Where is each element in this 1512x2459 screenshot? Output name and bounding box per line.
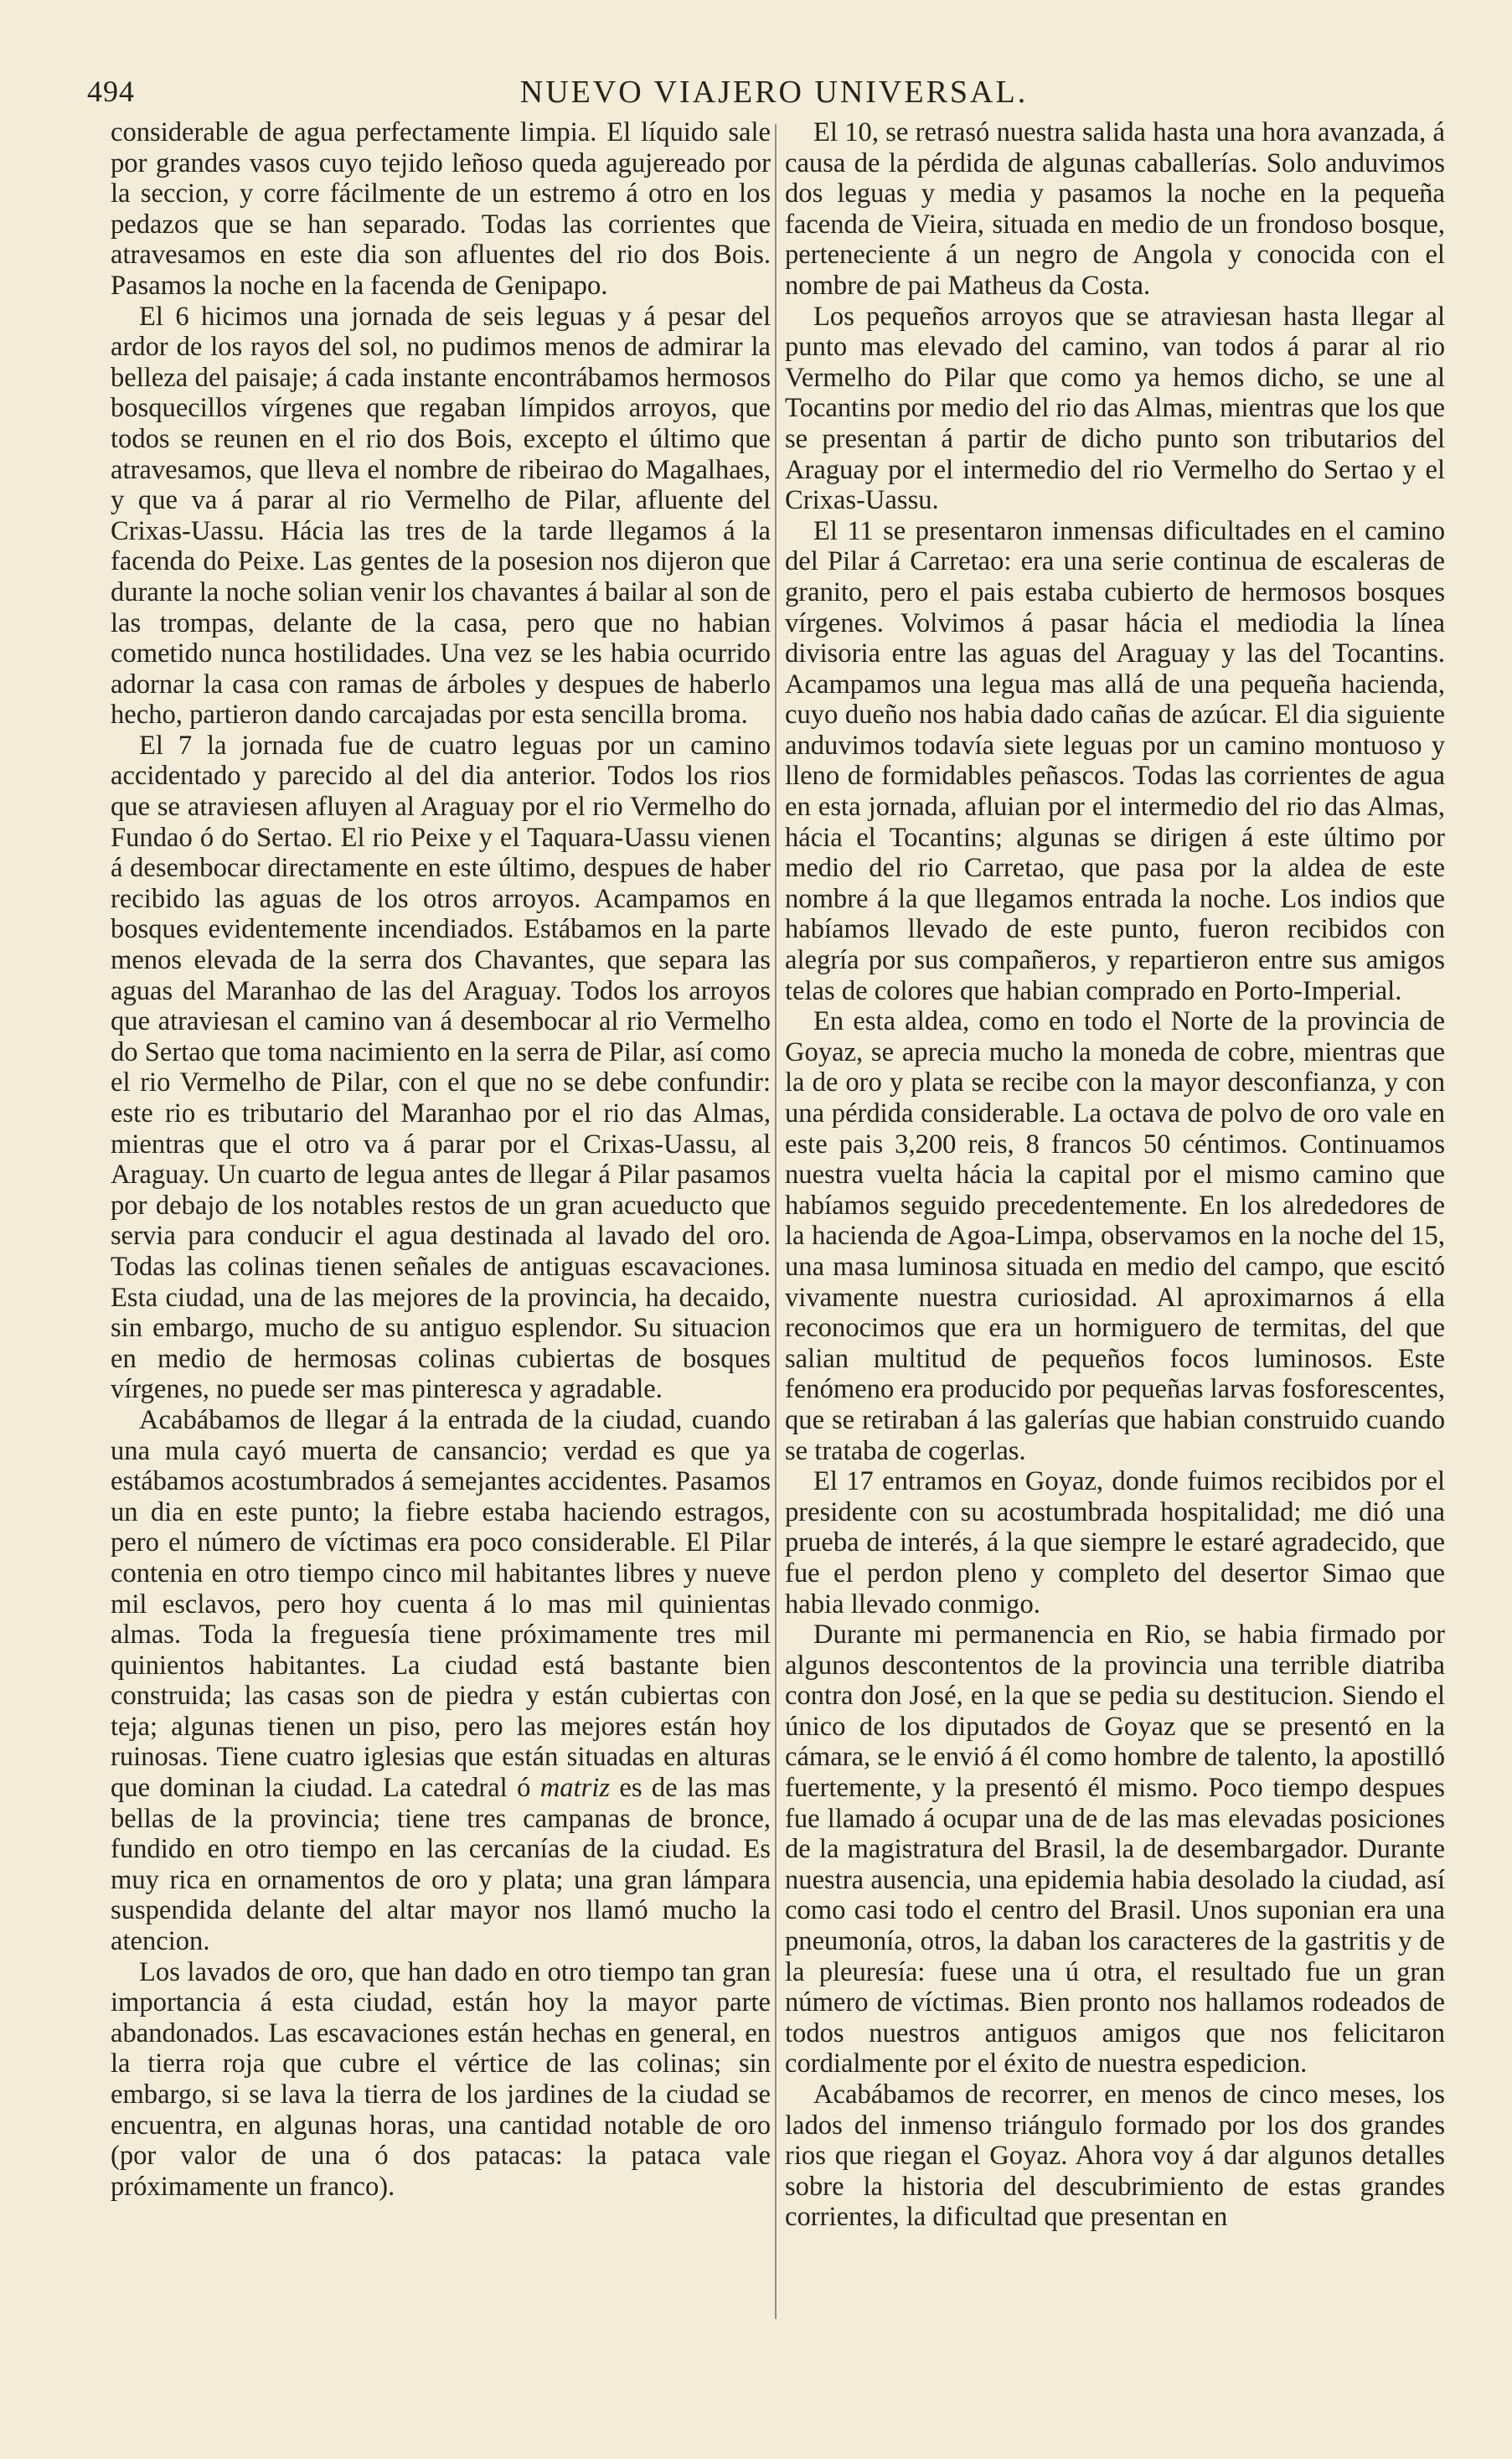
left-column xyxy=(111,117,771,2346)
italic-term: matriz xyxy=(539,1773,611,1804)
paragraph: Los lavados de oro, que han dado en otro tiempo tan gran importancia á esta ciudad, están hoy la mayor parte abandonados. Las escavaciones están hechas en general, en la tierra roja que cubre el vértice de las colinas; sin embargo, si se lava la tierra de los jardines de la ciudad se encuentra, en algunas horas, una cantidad notable de oro (por valor de una ó dos patacas: la pataca vale próximamente un franco). xyxy=(111,1956,771,2202)
page-header xyxy=(87,74,1461,117)
paragraph-text: Acabábamos de llegar á la entrada de la ciudad, cuando una mula cayó muerta de cansancio; verdad es que ya estábamos acostumbrados á semejantes accidentes. Pasamos un dia en este punto; la fiebre estaba haciendo estragos, pero el número de víctimas era poco considerable. El Pilar contenia en otro tiempo cinco mil habitantes libres y nueve mil esclavos, pero hoy cuenta á lo mas mil quinientas almas. Toda la freguesía tiene próximamente tres mil quinientos habitantes. La ciudad está bastante bien construida; las casas son de piedra y están cubiertas con teja; algunas tienen un piso, pero las mejores están hoy ruinosas. Tiene cuatro iglesias que están situadas en alturas que dominan la ciudad. La catedral ó xyxy=(111,1404,771,1804)
paragraph: El 17 entramos en Goyaz, donde fuimos recibidos por el presidente con su acostumbrada hospitalidad; me dió una prueba de interés, á la que siempre le estaré agradecido, que fue el perdon pleno y completo del desertor Simao que habia llevado conmigo. xyxy=(785,1466,1445,1620)
column-divider xyxy=(775,124,777,2319)
paragraph: El 11 se presentaron inmensas dificultades en el camino del Pilar á Carretao: era una serie continua de escaleras de granito, pero el pais estaba cubierto de hermosos bosques vírgenes. Volvimos á pasar hácia el mediodia la línea divisoria entre las aguas del Araguay y las del Tocantins. Acampamos una legua mas allá de una pequeña hacienda, cuyo dueño nos habia dado cañas de azúcar. El dia siguiente anduvimos todavía siete leguas por un camino montuoso y lleno de formidables peñascos. Todas las corrientes de agua en esta jornada, afluian por el intermedio del rio das Almas, hácia el Tocantins; algunas se dirigen á este último por medio del rio Carretao, que pasa por la aldea de este nombre á la que llegamos entrada la noche. Los indios que habíamos llevado de este punto, fueron recibidos con alegría por sus compañeros, y repartieron entre sus amigos telas de colores que habian comprado en Porto-Imperial. xyxy=(785,515,1445,1006)
page-number: 494 xyxy=(87,75,135,108)
paragraph-text: es de las mas bellas de la provincia; tiene tres campanas de bronce, fundido en otro tiempo en las cercanías de la ciudad. Es muy rica en ornamentos de oro y plata; una gran lámpara suspendida delante del altar mayor nos llamó mucho la atencion. xyxy=(111,1773,771,1957)
paragraph: El 7 la jornada fue de cuatro leguas por un camino accidentado y parecido al del dia anterior. Todos los rios que se atraviesen afluyen al Araguay por el rio Vermelho do Fundao ó do Sertao. El rio Peixe y el Taquara-Uassu vienen á desembocar directamente en este último, despues de haber recibido las aguas de los otros arroyos. Acampamos en bosques evidentemente incendiados. Estábamos en la parte menos elevada de la serra dos Chavantes, que separa las aguas del Maranhao de las del Araguay. Todos los arroyos que atraviesan el camino van á desembocar al rio Vermelho do Sertao que toma nacimiento en la serra de Pilar, así como el rio Vermelho de Pilar, con el que no se debe confundir: este rio es tributario del Maranhao por el rio das Almas, mientras que el otro va á parar por el Crixas-Uassu, al Araguay. Un cuarto de legua antes de llegar á Pilar pasamos por debajo de los notables restos de un gran acueducto que servia para conducir el agua destinada al lavado del oro. Todas las colinas tienen señales de antiguas escavaciones. Esta ciudad, una de las mejores de la provincia, ha decaido, sin embargo, mucho de su antiguo esplendor. Su situacion en medio de hermosas colinas cubiertas de bosques vírgenes, no puede ser mas pinteresca y agradable. xyxy=(111,730,771,1405)
paragraph: El 6 hicimos una jornada de seis leguas y á pesar del ardor de los rayos del sol, no pudimos menos de admirar la belleza del paisaje; á cada instante encontrábamos hermosos bosquecillos vírgenes que regaban límpidos arroyos, que todos se reunen en el rio dos Bois, excepto el último que atravesamos, que lleva el nombre de ribeirao do Magalhaes, y que va á parar al rio Vermelho de Pilar, afluente del Crixas-Uassu. Hácia las tres de la tarde llegamos á la facenda do Peixe. Las gentes de la posesion nos dijeron que durante la noche solian venir los chavantes á bailar al son de las trompas, delante de la casa, pero que no habian cometido nunca hostilidades. Una vez se les habia ocurrido adornar la casa con ramas de árboles y despues de haberlo hecho, partieron dando carcajadas por esta sencilla broma. xyxy=(111,301,771,731)
paragraph: Acabábamos de recorrer, en menos de cinco meses, los lados del inmenso triángulo formado por los dos grandes rios que riegan el Goyaz. Ahora voy á dar algunos detalles sobre la historia del descubrimiento de estas grandes corrientes, la dificultad que presentan en xyxy=(785,2079,1445,2233)
paragraph: En esta aldea, como en todo el Norte de la provincia de Goyaz, se aprecia mucho la moneda de cobre, mientras que la de oro y plata se recibe con la mayor desconfianza, y con una pérdida considerable. La octava de polvo de oro vale en este pais 3,200 reis, 8 francos 50 céntimos. Continuamos nuestra vuelta hácia la capital por el mismo camino que habíamos seguido precedentemente. En los alrededores de la hacienda de Agoa-Limpa, observamos en la noche del 15, una masa luminosa situada en medio del campo, que escitó vivamente nuestra curiosidad. Al aproximarnos á ella reconocimos que era un hormiguero de termitas, del que salian multitud de pequeños focos luminosos. Este fenómeno era producido por pequeñas larvas fosforescentes, que se retiraban á las galerías que habian construido cuando se trataba de cogerlas. xyxy=(785,1006,1445,1466)
right-column xyxy=(785,117,1445,2346)
paragraph: Los pequeños arroyos que se atraviesan hasta llegar al punto mas elevado del camino, van todos á parar al rio Vermelho do Pilar que como ya hemos dicho, se une al Tocantins por medio del rio das Almas, mientras que los que se presentan á partir de dicho punto son tributarios del Araguay por el intermedio del rio Vermelho do Sertao y el Crixas-Uassu. xyxy=(785,301,1445,516)
paragraph: El 10, se retrasó nuestra salida hasta una hora avanzada, á causa de la pérdida de algunas caballerías. Solo anduvimos dos leguas y media y pasamos la noche en la pequeña facenda de Vieira, situada en medio de un frondoso bosque, perteneciente á un negro de Angola y conocida con el nombre de pai Matheus da Costa. xyxy=(785,117,1445,301)
paragraph xyxy=(111,1405,771,1957)
running-title: NUEVO VIAJERO UNIVERSAL. xyxy=(519,75,1029,110)
paragraph: Durante mi permanencia en Rio, se habia firmado por algunos descontentos de la provincia una terrible diatriba contra don José, en la que se pedia su destitucion. Siendo el único de los diputados de Goyaz que se presentó en la cámara, se le envió á él como hombre de talento, la apostilló fuertemente, y la presentó él mismo. Poco tiempo despues fue llamado á ocupar una de de las mas elevadas posiciones de la magistratura del Brasil, la de desembargador. Durante nuestra ausencia, una epidemia habia desolado la ciudad, así como casi todo el centro del Brasil. Unos suponian era una pneumonía, otros, la daban los caracteres de la gastritis y de la pleuresía: fuese una ú otra, el resultado fue un gran número de víctimas. Bien pronto nos hallamos rodeados de todos nuestros antiguos amigos que nos felicitaron cordialmente por el éxito de nuestra espedicion. xyxy=(785,1620,1445,2079)
paragraph: considerable de agua perfectamente limpia. El líquido sale por grandes vasos cuyo tejido leñoso queda agujereado por la seccion, y corre fácilmente de un estremo á otro en los pedazos que se han separado. Todas las corrientes que atravesamos en este dia son afluentes del rio dos Bois. Pasamos la noche en la facenda de Genipapo. xyxy=(111,117,771,301)
